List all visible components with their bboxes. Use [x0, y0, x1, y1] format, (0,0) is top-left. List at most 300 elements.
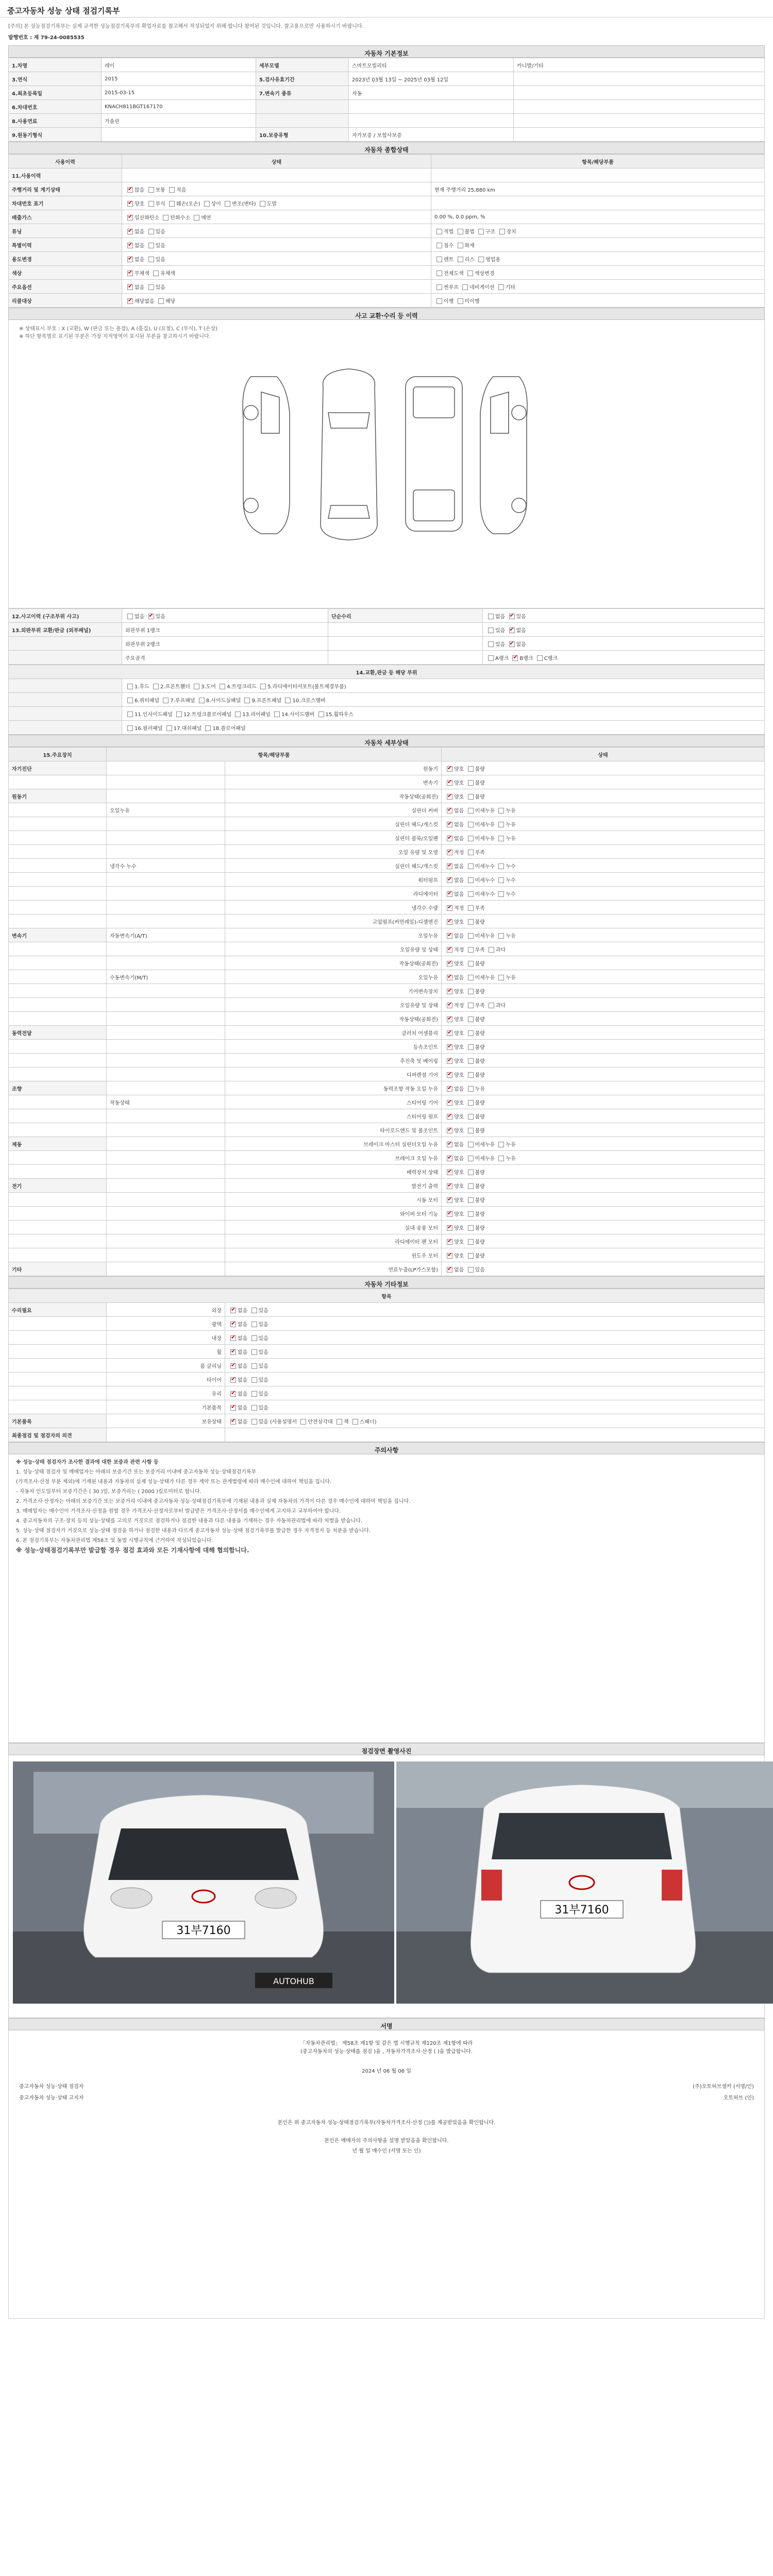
detail-item: 시동 모터 [225, 1193, 442, 1207]
detail-row [9, 1193, 765, 1207]
detail-sub [107, 1234, 225, 1248]
checkbox[interactable] [230, 1363, 236, 1369]
checkbox[interactable] [148, 229, 154, 234]
accident-label [9, 637, 122, 651]
other-status [225, 1428, 765, 1442]
other-group: 기본품목 [9, 1414, 107, 1428]
other-row [9, 1386, 765, 1400]
checkbox[interactable] [468, 766, 474, 772]
basic-label [256, 100, 349, 114]
checkbox[interactable] [127, 201, 133, 207]
checkbox[interactable] [447, 1142, 452, 1147]
checkbox[interactable] [225, 201, 230, 207]
detail-sub [107, 1221, 225, 1234]
overall-row [9, 196, 765, 210]
checkbox[interactable] [468, 933, 474, 939]
other-row [9, 1345, 765, 1359]
checkbox[interactable] [447, 1197, 452, 1203]
overall-label: 리콜대상 [9, 294, 122, 308]
checkbox[interactable] [274, 711, 280, 717]
detail-item: 브레이크 오일 누유 [225, 1151, 442, 1165]
checkbox[interactable] [447, 989, 452, 994]
detail-sub [107, 956, 225, 970]
basic-label: 6.차대번호 [9, 100, 102, 114]
overall-detail: 렌트 리스 영업용 [431, 252, 765, 266]
other-row [9, 1414, 765, 1428]
checkbox[interactable] [468, 1086, 474, 1092]
detail-sub [107, 1165, 225, 1179]
checkbox[interactable] [447, 1156, 452, 1161]
checkbox[interactable] [447, 1016, 452, 1022]
checkbox[interactable] [468, 1225, 474, 1231]
overall-status: ✔ 해당없음 해당 [122, 294, 431, 308]
detail-row [9, 873, 765, 887]
parts-title: 14.교환,판금 등 해당 부위 [9, 665, 765, 679]
overall-row [9, 238, 765, 252]
checkbox[interactable] [498, 836, 504, 841]
detail-group [9, 1234, 107, 1248]
detail-sub [107, 1109, 225, 1123]
detail-status: ✔ 없음 미세누유 누유 [442, 1151, 765, 1165]
checkbox[interactable] [163, 698, 169, 703]
detail-row [9, 761, 765, 775]
overall-label: 특별이력 [9, 238, 122, 252]
detail-item: 오일누유 [225, 928, 442, 942]
inspector-label: 중고자동차 성능·상태 점검자 [19, 2084, 84, 2090]
detail-status: ✔ 적정 부족 과다 [442, 998, 765, 1012]
other-item: 룸 클리닝 [107, 1359, 225, 1372]
checkbox[interactable] [447, 1225, 452, 1231]
checkbox[interactable] [489, 947, 494, 953]
checkbox[interactable] [447, 1072, 452, 1078]
checkbox[interactable] [251, 1391, 257, 1397]
detail-status: ✔ 없음 미세누유 누유 [442, 803, 765, 817]
checkbox[interactable] [468, 1211, 474, 1217]
checkbox[interactable] [498, 877, 504, 883]
checkbox[interactable] [260, 684, 266, 689]
checkbox[interactable] [230, 1377, 236, 1383]
detail-row [9, 1221, 765, 1234]
checkbox[interactable] [468, 794, 474, 800]
checkbox[interactable] [447, 836, 452, 841]
detail-status: ✔ 양호 불량 [442, 761, 765, 775]
detail-row [9, 984, 765, 998]
note-item: 4. 중고자동차의 구조·장치 등의 성능·상태를 고의로 거짓으로 점검하거나 점검한 내용과 다른 내용을 기재하는 경우 자동차관리법에 따라 처벌을 받습니다. [16, 1518, 363, 1524]
other-group [9, 1331, 107, 1345]
detail-status: ✔ 양호 불량 [442, 1123, 765, 1137]
detail-item: 작동상태(공회전) [225, 956, 442, 970]
sign-line-1: 「자동차관리법」 제58조 제1항 및 같은 법 시행규칙 제120조 제1항에 따라 [300, 2041, 473, 2046]
checkbox[interactable] [468, 1044, 474, 1050]
checkbox[interactable] [468, 1058, 474, 1064]
checkbox[interactable] [468, 1156, 474, 1161]
detail-status: ✔ 양호 불량 [442, 1026, 765, 1040]
checkbox[interactable] [205, 725, 211, 731]
checkbox[interactable] [127, 698, 133, 703]
detail-group [9, 859, 107, 873]
basic-label: 3.연식 [9, 72, 102, 86]
checkbox[interactable] [169, 187, 175, 193]
checkbox[interactable] [468, 1030, 474, 1036]
detail-row [9, 956, 765, 970]
basic-value: 2015-03-15 [102, 86, 256, 100]
checkbox[interactable] [468, 905, 474, 911]
checkbox[interactable] [251, 1308, 257, 1313]
col-header: 상태 [442, 748, 765, 761]
checkbox[interactable] [251, 1335, 257, 1341]
checkbox[interactable] [468, 1142, 474, 1147]
detail-status: ✔ 양호 불량 [442, 984, 765, 998]
checkbox[interactable] [498, 822, 504, 827]
basic-label: 4.최초등록일 [9, 86, 102, 100]
detail-group [9, 887, 107, 901]
checkbox[interactable] [436, 298, 442, 304]
checkbox[interactable] [447, 1170, 452, 1175]
detail-status: ✔ 없음 미세누유 누유 [442, 928, 765, 942]
checkbox[interactable] [447, 850, 452, 855]
checkbox[interactable] [509, 641, 515, 647]
checkbox[interactable] [468, 1114, 474, 1120]
detail-row [9, 1137, 765, 1151]
detail-group [9, 845, 107, 859]
detail-group [9, 1095, 107, 1109]
detail-item: 오일유량 및 상태 [225, 998, 442, 1012]
overall-status: ✔ 없음 있음 [122, 238, 431, 252]
detail-sub [107, 984, 225, 998]
checkbox[interactable] [166, 725, 172, 731]
basic-row [9, 114, 765, 128]
checkbox[interactable] [447, 1253, 452, 1259]
detail-sub [107, 1248, 225, 1262]
sign-date: 2024 년 06 월 06 일 [362, 2069, 411, 2074]
checkbox[interactable] [230, 1349, 236, 1355]
basic-info-table [8, 58, 765, 142]
checkbox[interactable] [176, 711, 182, 717]
checkbox[interactable] [436, 257, 442, 262]
detail-row [9, 1207, 765, 1221]
checkbox[interactable] [447, 1114, 452, 1120]
note-item: 2. 가격조사·산정자는 아래의 보증기간 또는 보증거리 이내에 중고자동차 성능·상태점검기록부에 기재된 내용과 실제 자동차의 가격이 다른 경우 매수인에 대하여 책임을 집니다. [16, 1499, 411, 1504]
checkbox[interactable] [251, 1349, 257, 1355]
checkbox[interactable] [447, 877, 452, 883]
checkbox[interactable] [127, 684, 133, 689]
note-item: (가격조사·산정 부분 제외)에 기재된 내용과 자동차의 실제 성능·상태가 다른 경우 계약 또는 관계법령에 따라 매수인에 대하여 책임을 집니다. [16, 1479, 332, 1485]
checkbox[interactable] [447, 1030, 452, 1036]
basic-value [514, 114, 765, 128]
checkbox[interactable] [318, 711, 324, 717]
accident-label [9, 651, 122, 665]
checkbox[interactable] [158, 298, 164, 304]
detail-item: 실린더 헤드/개스킷 [225, 817, 442, 831]
checkbox[interactable] [285, 698, 291, 703]
checkbox[interactable] [468, 1267, 474, 1273]
checkbox[interactable] [468, 1003, 474, 1008]
checkbox[interactable] [467, 270, 473, 276]
checkbox[interactable] [468, 1016, 474, 1022]
checkbox[interactable] [148, 284, 154, 290]
checkbox[interactable] [436, 284, 442, 290]
checkbox[interactable] [498, 863, 504, 869]
checkbox[interactable] [468, 1253, 474, 1259]
checkbox[interactable] [468, 1183, 474, 1189]
sign-line-2: (중고자동차의 성능·상태를 점검 )을 , 자동차가격조사·산정 ( )을 발급합니다. [300, 2049, 473, 2055]
checkbox[interactable] [447, 947, 452, 953]
basic-value: 카니발/기타 [514, 58, 765, 72]
other-status: ✔ 없음 있음 [225, 1303, 765, 1317]
basic-row [9, 86, 765, 100]
checkbox[interactable] [447, 1044, 452, 1050]
checkbox[interactable] [488, 655, 494, 661]
inspector-name: (주)오토허브셀카 (서명/인) [693, 2084, 754, 2090]
checkbox[interactable] [498, 933, 504, 939]
checkbox[interactable] [447, 1211, 452, 1217]
checkbox[interactable] [230, 1321, 236, 1327]
checkbox[interactable] [260, 201, 265, 207]
checkbox[interactable] [251, 1321, 257, 1327]
checkbox[interactable] [127, 284, 133, 290]
confirm-line-2: 본인은 매매자의 주의사항을 설명 받았음을 확인합니다. [324, 2138, 449, 2144]
other-row [9, 1317, 765, 1331]
checkbox[interactable] [447, 975, 452, 980]
detail-group [9, 817, 107, 831]
checkbox[interactable] [127, 298, 133, 304]
checkbox[interactable] [468, 891, 474, 897]
checkbox[interactable] [230, 1419, 236, 1425]
overall-row [9, 280, 765, 294]
checkbox[interactable] [447, 794, 452, 800]
detail-item: 연료누출(LP가스포함) [225, 1262, 442, 1276]
checkbox[interactable] [127, 257, 133, 262]
checkbox[interactable] [447, 1239, 452, 1245]
checkbox[interactable] [447, 1086, 452, 1092]
detail-row [9, 1123, 765, 1137]
checkbox[interactable] [127, 215, 133, 221]
basic-row [9, 58, 765, 72]
checkbox[interactable] [148, 187, 154, 193]
detail-group: 동력전달 [9, 1026, 107, 1040]
checkbox[interactable] [458, 243, 463, 248]
checkbox[interactable] [489, 1003, 494, 1008]
checkbox[interactable] [251, 1405, 257, 1411]
parts-list: 11.인사이드패널 12.트렁크플로어패널 13.리어패널 14.사이드멤버 15.휠하우스 [122, 707, 765, 721]
checkbox[interactable] [251, 1419, 257, 1425]
lift-brand: AUTOHUB [273, 1976, 314, 1986]
checkbox[interactable] [447, 961, 452, 967]
checkbox[interactable] [447, 1128, 452, 1133]
checkbox[interactable] [468, 836, 474, 841]
checkbox[interactable] [462, 284, 468, 290]
col-header: 사용이력 [9, 155, 122, 168]
detail-item: 작동상태(공회전) [225, 1012, 442, 1026]
checkbox[interactable] [468, 919, 474, 925]
checkbox[interactable] [127, 725, 133, 731]
checkbox[interactable] [148, 614, 154, 619]
checkbox[interactable] [478, 257, 484, 262]
checkbox[interactable] [148, 257, 154, 262]
checkbox[interactable] [447, 1267, 452, 1273]
detail-sub: 냉각수 누수 [107, 859, 225, 873]
other-group [9, 1400, 107, 1414]
checkbox[interactable] [458, 229, 463, 234]
checkbox[interactable] [220, 684, 225, 689]
checkbox[interactable] [127, 229, 133, 234]
overall-row [9, 210, 765, 224]
parts-group [9, 707, 122, 721]
checkbox[interactable] [204, 201, 210, 207]
detail-status: ✔ 없음 미세누수 누수 [442, 873, 765, 887]
checkbox[interactable] [468, 1197, 474, 1203]
checkbox[interactable] [468, 961, 474, 967]
detail-row [9, 789, 765, 803]
checkbox[interactable] [468, 808, 474, 814]
basic-value: 2015 [102, 72, 256, 86]
accident-label2 [328, 651, 483, 665]
basic-row [9, 128, 765, 142]
checkbox[interactable] [468, 780, 474, 786]
section-photos-title: 점검장면 촬영사진 [8, 1743, 765, 1755]
checkbox[interactable] [230, 1308, 236, 1313]
checkbox[interactable] [251, 1363, 257, 1369]
checkbox[interactable] [447, 1058, 452, 1064]
checkbox[interactable] [509, 614, 515, 619]
notes-heading: ※ 성능·상태 점검자가 조사한 결과에 대한 보증과 관련 사항 등 [16, 1460, 159, 1465]
checkbox[interactable] [468, 877, 474, 883]
checkbox[interactable] [148, 243, 154, 248]
checkbox[interactable] [498, 975, 504, 980]
checkbox[interactable] [447, 766, 452, 772]
checkbox[interactable] [509, 628, 515, 633]
detail-status: ✔ 양호 불량 [442, 1234, 765, 1248]
checkbox[interactable] [468, 1170, 474, 1175]
checkbox[interactable] [230, 1391, 236, 1397]
checkbox[interactable] [447, 1003, 452, 1008]
checkbox[interactable] [337, 1419, 342, 1425]
note-item: 3. 매매업자는 매수인이 가격조사·산정을 원할 경우 가격조사·산정자로부터 발급받은 가격조사·산정서를 매수인에게 고지하고 교부하여야 합니다. [16, 1509, 341, 1514]
detail-item: 배력장치 상태 [225, 1165, 442, 1179]
checkbox[interactable] [498, 891, 504, 897]
checkbox[interactable] [230, 1405, 236, 1411]
checkbox[interactable] [244, 698, 250, 703]
checkbox[interactable] [468, 1239, 474, 1245]
detail-status: ✔ 없음 미세누유 누유 [442, 817, 765, 831]
checkbox[interactable] [499, 229, 505, 234]
detail-row [9, 942, 765, 956]
checkbox[interactable] [447, 891, 452, 897]
checkbox[interactable] [468, 863, 474, 869]
checkbox[interactable] [447, 808, 452, 814]
checkbox[interactable] [352, 1419, 358, 1425]
checkbox[interactable] [468, 822, 474, 827]
detail-group [9, 998, 107, 1012]
checkbox[interactable] [468, 850, 474, 855]
checkbox[interactable] [498, 808, 504, 814]
checkbox[interactable] [447, 822, 452, 827]
detail-item: 타이로드엔드 및 볼조인트 [225, 1123, 442, 1137]
checkbox[interactable] [169, 201, 175, 207]
checkbox[interactable] [230, 1335, 236, 1341]
detail-status: ✔ 없음 누유 [442, 1081, 765, 1095]
accident-table [8, 608, 765, 665]
checkbox[interactable] [235, 711, 241, 717]
checkbox[interactable] [488, 628, 494, 633]
checkbox[interactable] [498, 1142, 504, 1147]
checkbox[interactable] [447, 919, 452, 925]
checkbox[interactable] [127, 614, 133, 619]
checkbox[interactable] [194, 215, 199, 221]
checkbox[interactable] [436, 229, 442, 234]
detail-group [9, 1067, 107, 1081]
checkbox[interactable] [300, 1419, 306, 1425]
checkbox[interactable] [488, 614, 494, 619]
checkbox[interactable] [153, 684, 159, 689]
checkbox[interactable] [498, 284, 504, 290]
detail-item: 실린더 블록/오일팬 [225, 831, 442, 845]
checkbox[interactable] [498, 1156, 504, 1161]
checkbox[interactable] [468, 989, 474, 994]
checkbox[interactable] [447, 1100, 452, 1106]
detail-row [9, 831, 765, 845]
checkbox[interactable] [153, 270, 159, 276]
overall-detail: 적법 불법 구조 장치 [431, 224, 765, 238]
detail-row [9, 1234, 765, 1248]
checkbox[interactable] [488, 641, 494, 647]
overall-status: ✔ 없음 있음 [122, 280, 431, 294]
checkbox[interactable] [537, 655, 543, 661]
checkbox[interactable] [468, 975, 474, 980]
section-notes-title: 주의사항 [8, 1442, 765, 1454]
detail-group [9, 831, 107, 845]
checkbox[interactable] [194, 684, 199, 689]
detail-group [9, 914, 107, 928]
checkbox[interactable] [436, 270, 442, 276]
checkbox[interactable] [458, 257, 463, 262]
checkbox[interactable] [127, 270, 133, 276]
checkbox[interactable] [447, 1183, 452, 1189]
checkbox[interactable] [163, 215, 169, 221]
detail-status: ✔ 양호 불량 [442, 789, 765, 803]
checkbox[interactable] [468, 1100, 474, 1106]
checkbox[interactable] [458, 298, 463, 304]
checkbox[interactable] [447, 905, 452, 911]
detail-item: 브레이크 마스터 실린더오일 누유 [225, 1137, 442, 1151]
checkbox[interactable] [512, 655, 518, 661]
detail-group [9, 901, 107, 914]
checkbox[interactable] [478, 229, 484, 234]
checkbox[interactable] [468, 1128, 474, 1133]
overall-label: 11.사용이력 [9, 168, 122, 182]
other-item: 휠 [107, 1345, 225, 1359]
checkbox[interactable] [251, 1377, 257, 1383]
checkbox[interactable] [468, 1072, 474, 1078]
note-item: 6. 본 점검기록부는 자동차관리법 제58조 및 동법 시행규칙에 근거하여 작성되었습니다. [16, 1538, 213, 1544]
other-row [9, 1400, 765, 1414]
overall-detail: 침수 화재 [431, 238, 765, 252]
checkbox[interactable] [447, 863, 452, 869]
checkbox[interactable] [127, 243, 133, 248]
detail-group [9, 1165, 107, 1179]
other-item: 기본품목 [107, 1400, 225, 1414]
checkbox[interactable] [199, 698, 205, 703]
checkbox[interactable] [436, 243, 442, 248]
checkbox[interactable] [447, 933, 452, 939]
checkbox[interactable] [127, 187, 133, 193]
detail-row [9, 998, 765, 1012]
checkbox[interactable] [468, 947, 474, 953]
checkbox[interactable] [127, 711, 133, 717]
checkbox[interactable] [148, 201, 154, 207]
section-body-title: 사고 교환·수리 등 이력 [8, 308, 765, 320]
checkbox[interactable] [447, 780, 452, 786]
